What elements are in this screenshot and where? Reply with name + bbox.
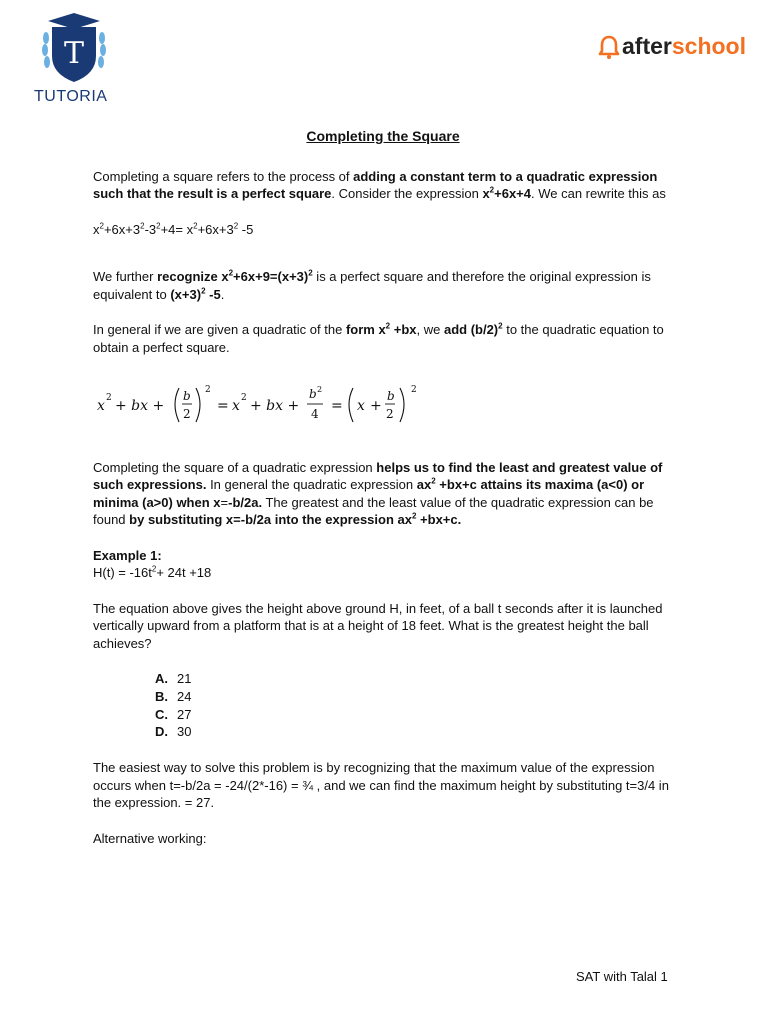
example-equation: $H(t) = -16t^2+ 24t +18$ [93, 564, 212, 580]
paragraph-general: In general if we are given a quadratic of the form $x^2 +bx$, we add $(b/2)^2$ to the quadratic equation to obtain a perfect square. [93, 321, 664, 355]
svg-text:+: + [370, 398, 382, 414]
svg-text:b: b [183, 389, 191, 403]
paragraph-solution: The easiest way to solve this problem is by recognizing that the maximum value of the expression occurs when t=-b/2a = -24/(2*-16) = ¾ , and we can find the maximum height by substituting t=3/4 in the expression. = 27. [93, 760, 669, 811]
svg-text:x: x [97, 398, 105, 414]
svg-text:2: 2 [241, 393, 247, 403]
option-b: B. 24 [155, 688, 192, 704]
completing-square-formula [95, 380, 427, 428]
svg-text:+ bx +: + bx + [250, 398, 300, 414]
svg-text:b: b [387, 389, 395, 403]
example-block [93, 547, 673, 582]
page-footer: SAT with Talal 1 [576, 969, 668, 984]
tutoria-wordmark: TUTORIA [34, 88, 108, 105]
svg-text:4: 4 [311, 407, 319, 421]
tutoria-shield-letter: T [63, 36, 85, 71]
svg-text:b: b [309, 387, 317, 401]
rewrite-expression: $x^2+6x+3^2-3^2+4= x^2+6x+3^2$ -5 [93, 221, 254, 237]
svg-text:2: 2 [317, 385, 323, 394]
example-title: Example 1: [93, 547, 162, 563]
bell-icon [598, 34, 620, 60]
paragraph-alternative: Alternative working: [93, 830, 207, 846]
paragraph-intro: Completing a square refers to the process of adding a constant term to a quadratic expression such that the result is a perfect square. Consider the expression $x^2+6x+4$. We can rewrite this as [93, 168, 666, 201]
svg-text:2: 2 [106, 393, 112, 403]
tutoria-shield-icon [34, 10, 114, 86]
answer-options [155, 670, 673, 741]
svg-text:+ bx +: + bx + [115, 398, 165, 414]
option-a: A. 21 [155, 671, 192, 686]
document-body [93, 128, 673, 865]
paragraph-question: The equation above gives the height above ground H, in feet, of a ball t seconds after it is launched vertically upward from a platform that is at a height of 18 feet. What is the greatest height the ball achieves? [93, 600, 663, 651]
svg-text:x: x [232, 398, 240, 414]
svg-text:2: 2 [411, 385, 417, 395]
afterschool-logo [598, 33, 746, 60]
paragraph-recognize: We further recognize $x^2+6x+9=(x+3)^2$ is a perfect square and therefore the original expression is equivalent to $(x+3)^2$ -5. [93, 268, 651, 302]
afterschool-wordmark: afterschool [622, 33, 746, 59]
paragraph-least-greatest: Completing the square of a quadratic expression helps us to find the least and greatest value of such expressions. In general the quadratic expression $ax^2 +bx+c$ attains its maxima (a<0) or minima (a>0) when x=-b/2a. The greatest and the least value of the quadratic expression can be found by substituting x=-b/2a into the expression $ax^2 +bx+c$. [93, 459, 663, 527]
option-d: D. 30 [155, 724, 192, 740]
svg-text:2: 2 [205, 385, 211, 395]
svg-text:2: 2 [183, 407, 191, 421]
svg-text:2: 2 [386, 407, 394, 421]
svg-text:x: x [357, 398, 365, 414]
page-title: Completing the Square [306, 128, 460, 144]
option-c: C. 27 [155, 706, 192, 722]
svg-text:=: = [217, 398, 229, 414]
svg-text:=: = [331, 398, 343, 414]
